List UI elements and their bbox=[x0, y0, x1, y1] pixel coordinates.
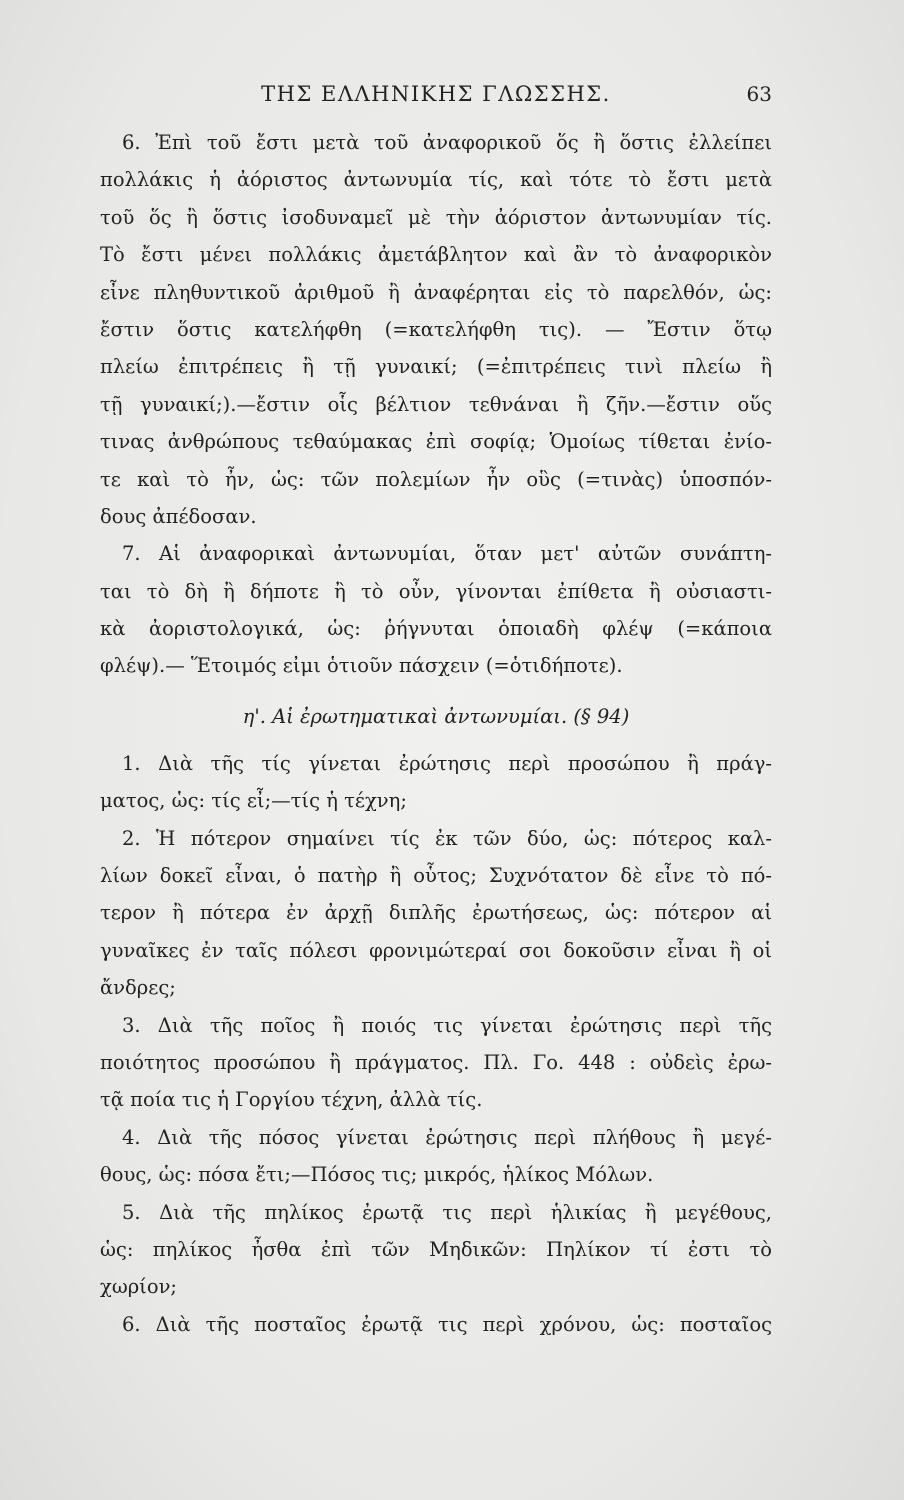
text-line: εἶνε πληθυντικοῦ ἀριθμοῦ ἢ ἀναφέρηται εἰς τὸ παρελθόν, ὡς: bbox=[100, 280, 772, 304]
text-line: 3. Διὰ τῆς ποῖος ἢ ποιός τις γίνεται ἐρώτησις περὶ τῆς bbox=[122, 1013, 772, 1037]
text-line: 6. Ἐπὶ τοῦ ἔστι μετὰ τοῦ ἀναφορικοῦ ὅς ἢ ὅστις ἐλλείπει bbox=[122, 131, 772, 154]
text-line: φλέψ).— Ἕτοιμός εἰμι ὁτιοῦν πάσχειν (=ὁτιδήποτε). bbox=[100, 654, 623, 678]
text-line: ματος, ὡς: τίς εἶ;—τίς ἡ τέχνη; bbox=[100, 789, 407, 813]
text-line: 4. Διὰ τῆς πόσος γίνεται ἐρώτησις περὶ πλήθους ἢ μεγέ- bbox=[122, 1125, 772, 1149]
text-line: τᾷ ποία τις ἡ Γοργίου τέχνη, ἀλλὰ τίς. bbox=[100, 1088, 483, 1112]
text-line: λίων δοκεῖ εἶναι, ὁ πατὴρ ἢ οὗτος; Συχνότατον δὲ εἶνε τὸ πό- bbox=[100, 864, 772, 888]
text-line: ἔστιν ὅστις κατελήφθη (=κατελήφθη τις). — Ἔστιν ὅτῳ bbox=[100, 317, 772, 341]
text-line: τοῦ ὅς ἢ ὅστις ἰσοδυναμεῖ μὲ τὴν ἀόριστον ἀντωνυμίαν τίς. bbox=[100, 205, 772, 229]
text-line: τινας ἀνθρώπους τεθαύμακας ἐπὶ σοφίᾳ; Ὁμοίως τίθεται ἐνίο- bbox=[100, 430, 772, 454]
text-line: δους ἀπέδοσαν. bbox=[100, 504, 257, 528]
body-text bbox=[100, 124, 772, 1343]
text-line: χωρίον; bbox=[100, 1275, 177, 1299]
text-line: 1. Διὰ τῆς τίς γίνεται ἐρώτησις περὶ προσώπου ἢ πράγ- bbox=[122, 751, 772, 775]
running-head bbox=[100, 76, 772, 112]
text-line: 5. Διὰ τῆς πηλίκος ἐρωτᾷ τις περὶ ἡλικίας ἢ μεγέθους, bbox=[122, 1200, 772, 1224]
text-line: 2. Ἡ πότερον σημαίνει τίς ἐκ τῶν δύο, ὡς: πότερος καλ- bbox=[122, 826, 772, 850]
text-line: 7. Αἱ ἀναφορικαὶ ἀντωνυμίαι, ὅταν μετ' αὐτῶν συνάπτη- bbox=[122, 542, 772, 566]
text-line: Τὸ ἔστι μένει πολλάκις ἀμετάβλητον καὶ ἂν τὸ ἀναφορικὸν bbox=[100, 243, 772, 267]
text-line: ἄνδρες; bbox=[100, 976, 176, 1000]
text-line: πλείω ἐπιτρέπεις ἢ τῇ γυναικί; (=ἐπιτρέπεις τινὶ πλείω ἢ bbox=[100, 355, 772, 379]
text-line: τῇ γυναικί;).—ἔστιν οἷς βέλτιον τεθνάναι ἢ ζῆν.—ἔστιν οὕς bbox=[100, 392, 772, 416]
text-line: ὡς: πηλίκος ἦσθα ἐπὶ τῶν Μηδικῶν: Πηλίκον τί ἐστι τὸ bbox=[100, 1237, 772, 1261]
running-title: ΤΗΣ ΕΛΛΗΝΙΚΗΣ ΓΛΩΣΣΗΣ. bbox=[261, 82, 611, 106]
text-line: πολλάκις ἡ ἀόριστος ἀντωνυμία τίς, καὶ τότε τὸ ἔστι μετὰ bbox=[100, 168, 772, 192]
page-number: 63 bbox=[746, 82, 772, 106]
text-line: θους, ὡς: πόσα ἔτι;—Πόσος τις; μικρός, ἡλίκος Μόλων. bbox=[100, 1163, 654, 1187]
text-line: ποιότητος προσώπου ἢ πράγματος. Πλ. Γο. 448 : οὐδεὶς ἐρω- bbox=[100, 1050, 772, 1074]
text-line: 6. Διὰ τῆς ποσταῖος ἐρωτᾷ τις περὶ χρόνου, ὡς: ποσταῖος bbox=[122, 1312, 772, 1336]
text-line: κὰ ἀοριστολογικά, ὡς: ῥήγνυται ὁποιαδὴ φλέψ (=κάποια bbox=[100, 617, 772, 641]
text-line: γυναῖκες ἐν ταῖς πόλεσι φρονιμώτεραί σοι δοκοῦσιν εἶναι ἢ οἱ bbox=[100, 938, 772, 962]
section-heading: η'. Αἱ ἐρωτηματικαὶ ἀντωνυμίαι. (§ 94) bbox=[242, 704, 630, 728]
text-line: τε καὶ τὸ ἦν, ὡς: τῶν πολεμίων ἦν οὓς (=τινὰς) ὑποσπόν- bbox=[100, 467, 772, 491]
text-line: τερον ἢ πότερα ἐν ἀρχῇ διπλῆς ἐρωτήσεως, ὡς: πότερον αἱ bbox=[100, 901, 772, 925]
text-line: ται τὸ δὴ ἢ δήποτε ἢ τὸ οὖν, γίνονται ἐπίθετα ἢ οὐσιαστι- bbox=[100, 579, 772, 603]
